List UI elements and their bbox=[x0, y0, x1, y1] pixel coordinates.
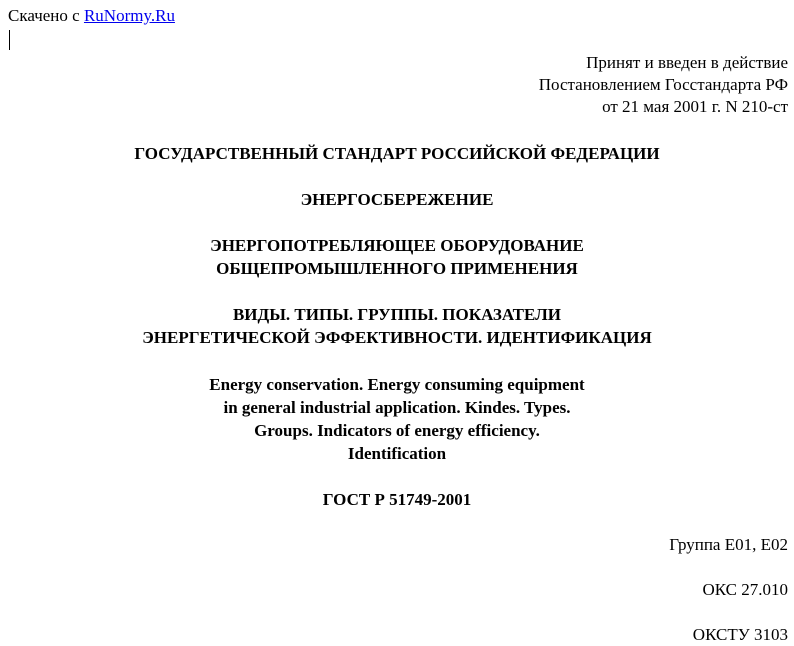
adoption-line-1: Принят и введен в действие bbox=[586, 53, 788, 72]
energy-saving-heading: ЭНЕРГОСБЕРЕЖЕНИЕ bbox=[300, 190, 494, 209]
equipment-heading bbox=[0, 234, 794, 280]
english-title-line-1: Energy conservation. Energy consuming equipment bbox=[209, 375, 585, 394]
adoption-line-2: Постановлением Госстандарта РФ bbox=[538, 75, 788, 94]
english-title-line-4: Identification bbox=[347, 444, 447, 463]
english-title-line-3: Groups. Indicators of energy efficiency. bbox=[254, 421, 540, 440]
kinds-heading-line-2: ЭНЕРГЕТИЧЕСКОЙ ЭФФЕКТИВНОСТИ. ИДЕНТИФИКАЦИЯ bbox=[142, 328, 652, 347]
equipment-heading-line-2: ОБЩЕПРОМЫШЛЕННОГО ПРИМЕНЕНИЯ bbox=[216, 259, 578, 278]
group-code: Группа Е01, Е02 bbox=[669, 535, 788, 554]
runormy-link[interactable]: RuNormy.Ru bbox=[83, 6, 175, 25]
downloaded-prefix: Скачено с bbox=[8, 6, 84, 25]
okstu-code: ОКСТУ 3103 bbox=[692, 625, 788, 644]
text-cursor bbox=[9, 30, 10, 50]
kinds-heading-line-1: ВИДЫ. ТИПЫ. ГРУППЫ. ПОКАЗАТЕЛИ bbox=[232, 305, 562, 324]
download-source-line bbox=[8, 6, 175, 26]
equipment-heading-line-1: ЭНЕРГОПОТРЕБЛЯЮЩЕЕ ОБОРУДОВАНИЕ bbox=[210, 236, 584, 255]
adoption-note bbox=[539, 52, 788, 118]
kinds-heading bbox=[0, 303, 794, 349]
oks-code: ОКС 27.010 bbox=[702, 580, 788, 599]
gost-number: ГОСТ Р 51749-2001 bbox=[322, 490, 472, 509]
adoption-line-3: от 21 мая 2001 г. N 210-ст bbox=[602, 97, 788, 116]
english-title bbox=[0, 373, 794, 465]
english-title-line-2: in general industrial application. Kindes. Types. bbox=[223, 398, 571, 417]
state-standard-heading: ГОСУДАРСТВЕННЫЙ СТАНДАРТ РОССИЙСКОЙ ФЕДЕРАЦИИ bbox=[134, 144, 660, 163]
